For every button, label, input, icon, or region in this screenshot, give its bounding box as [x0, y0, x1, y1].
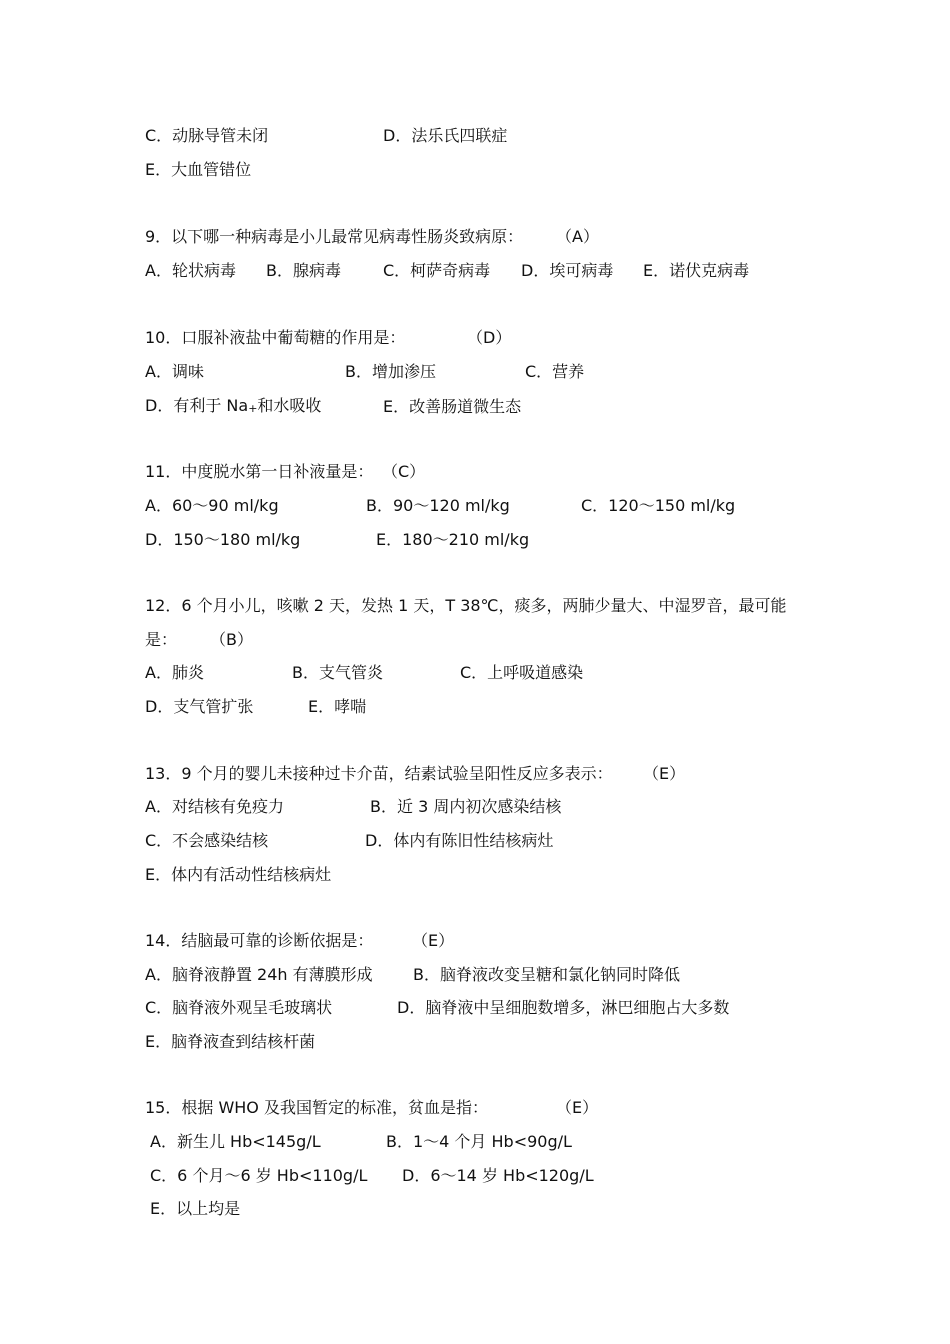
q14-option-e: E．脑脊液查到结核杆菌 [145, 1032, 316, 1051]
q10-option-d-plus: + [248, 402, 258, 415]
q12-stem-continued: 是： [145, 630, 178, 649]
q14-option-d: D．脑脊液中呈细胞数增多，淋巴细胞占大多数 [397, 998, 730, 1017]
q10-stem: 10．口服补液盐中葡萄糖的作用是： [145, 328, 406, 347]
q15-answer: （E） [556, 1098, 599, 1117]
q12-option-b: B．支气管炎 [292, 663, 383, 682]
q9-option-b: B．腺病毒 [266, 261, 341, 280]
q10-option-d-suffix: 和水吸收 [257, 396, 322, 415]
q11-option-b: B．90～120 ml/kg [366, 496, 510, 515]
q11-stem: 11．中度脱水第一日补液量是： [145, 462, 374, 481]
q15-option-d: D．6～14 岁 Hb<120g/L [402, 1166, 594, 1185]
q13-option-e: E．体内有活动性结核病灶 [145, 865, 332, 884]
q9-option-a: A．轮状病毒 [145, 261, 236, 280]
q10-option-a: A．调味 [145, 362, 204, 381]
q13-answer: （E） [643, 764, 686, 783]
q14-stem: 14．结脑最可靠的诊断依据是： [145, 931, 374, 950]
q10-answer: （D） [467, 328, 512, 347]
q15-option-c: C．6 个月～6 岁 Hb<110g/L [150, 1166, 368, 1185]
q8-option-e: E．大血管错位 [145, 160, 252, 179]
q13-stem: 13．9 个月的婴儿未接种过卡介苗，结素试验呈阳性反应多表示： [145, 764, 613, 783]
q15-option-e: E．以上均是 [150, 1199, 241, 1218]
q9-answer: （A） [556, 227, 599, 246]
q13-option-c: C．不会感染结核 [145, 831, 269, 850]
q11-option-e: E．180～210 ml/kg [376, 530, 530, 549]
q12-stem: 12．6 个月小儿，咳嗽 2 天，发热 1 天，T 38℃，痰多，两肺少量大、中湿罗音，最可能 [145, 596, 787, 615]
q15-stem: 15．根据 WHO 及我国暂定的标准，贫血是指： [145, 1098, 488, 1117]
q11-option-a: A．60～90 ml/kg [145, 496, 279, 515]
q14-option-c: C．脑脊液外观呈毛玻璃状 [145, 998, 333, 1017]
q10-option-b: B．增加渗压 [345, 362, 436, 381]
q9-option-c: C．柯萨奇病毒 [383, 261, 491, 280]
q12-option-e: E．哮喘 [308, 697, 367, 716]
q13-option-b: B．近 3 周内初次感染结核 [370, 797, 562, 816]
q12-option-d: D．支气管扩张 [145, 697, 254, 716]
q8-option-c: C．动脉导管未闭 [145, 126, 269, 145]
q13-option-d: D．体内有陈旧性结核病灶 [365, 831, 554, 850]
q10-option-d [145, 396, 321, 419]
q11-option-c: C．120～150 ml/kg [581, 496, 736, 515]
q14-option-b: B．脑脊液改变呈糖和氯化钠同时降低 [413, 965, 680, 984]
q14-answer: （E） [412, 931, 455, 950]
q13-option-a: A．对结核有免疫力 [145, 797, 284, 816]
q10-option-d-prefix: D．有利于 Na [145, 396, 249, 415]
q10-option-c: C．营养 [525, 362, 585, 381]
q11-option-d: D．150～180 ml/kg [145, 530, 301, 549]
q15-option-b: B．1～4 个月 Hb<90g/L [386, 1132, 572, 1151]
q9-option-d: D．埃可病毒 [521, 261, 614, 280]
q12-answer: （B） [210, 630, 253, 649]
q9-option-e: E．诺伏克病毒 [643, 261, 750, 280]
q12-option-a: A．肺炎 [145, 663, 204, 682]
q8-option-d: D．法乐氏四联症 [383, 126, 508, 145]
q12-option-c: C．上呼吸道感染 [460, 663, 584, 682]
q9-stem: 9．以下哪一种病毒是小儿最常见病毒性肠炎致病原： [145, 227, 524, 246]
q15-option-a: A．新生儿 Hb<145g/L [150, 1132, 321, 1151]
q11-answer: （C） [382, 462, 426, 481]
q14-option-a: A．脑脊液静置 24h 有薄膜形成 [145, 965, 373, 984]
q10-option-e: E．改善肠道微生态 [383, 397, 522, 416]
